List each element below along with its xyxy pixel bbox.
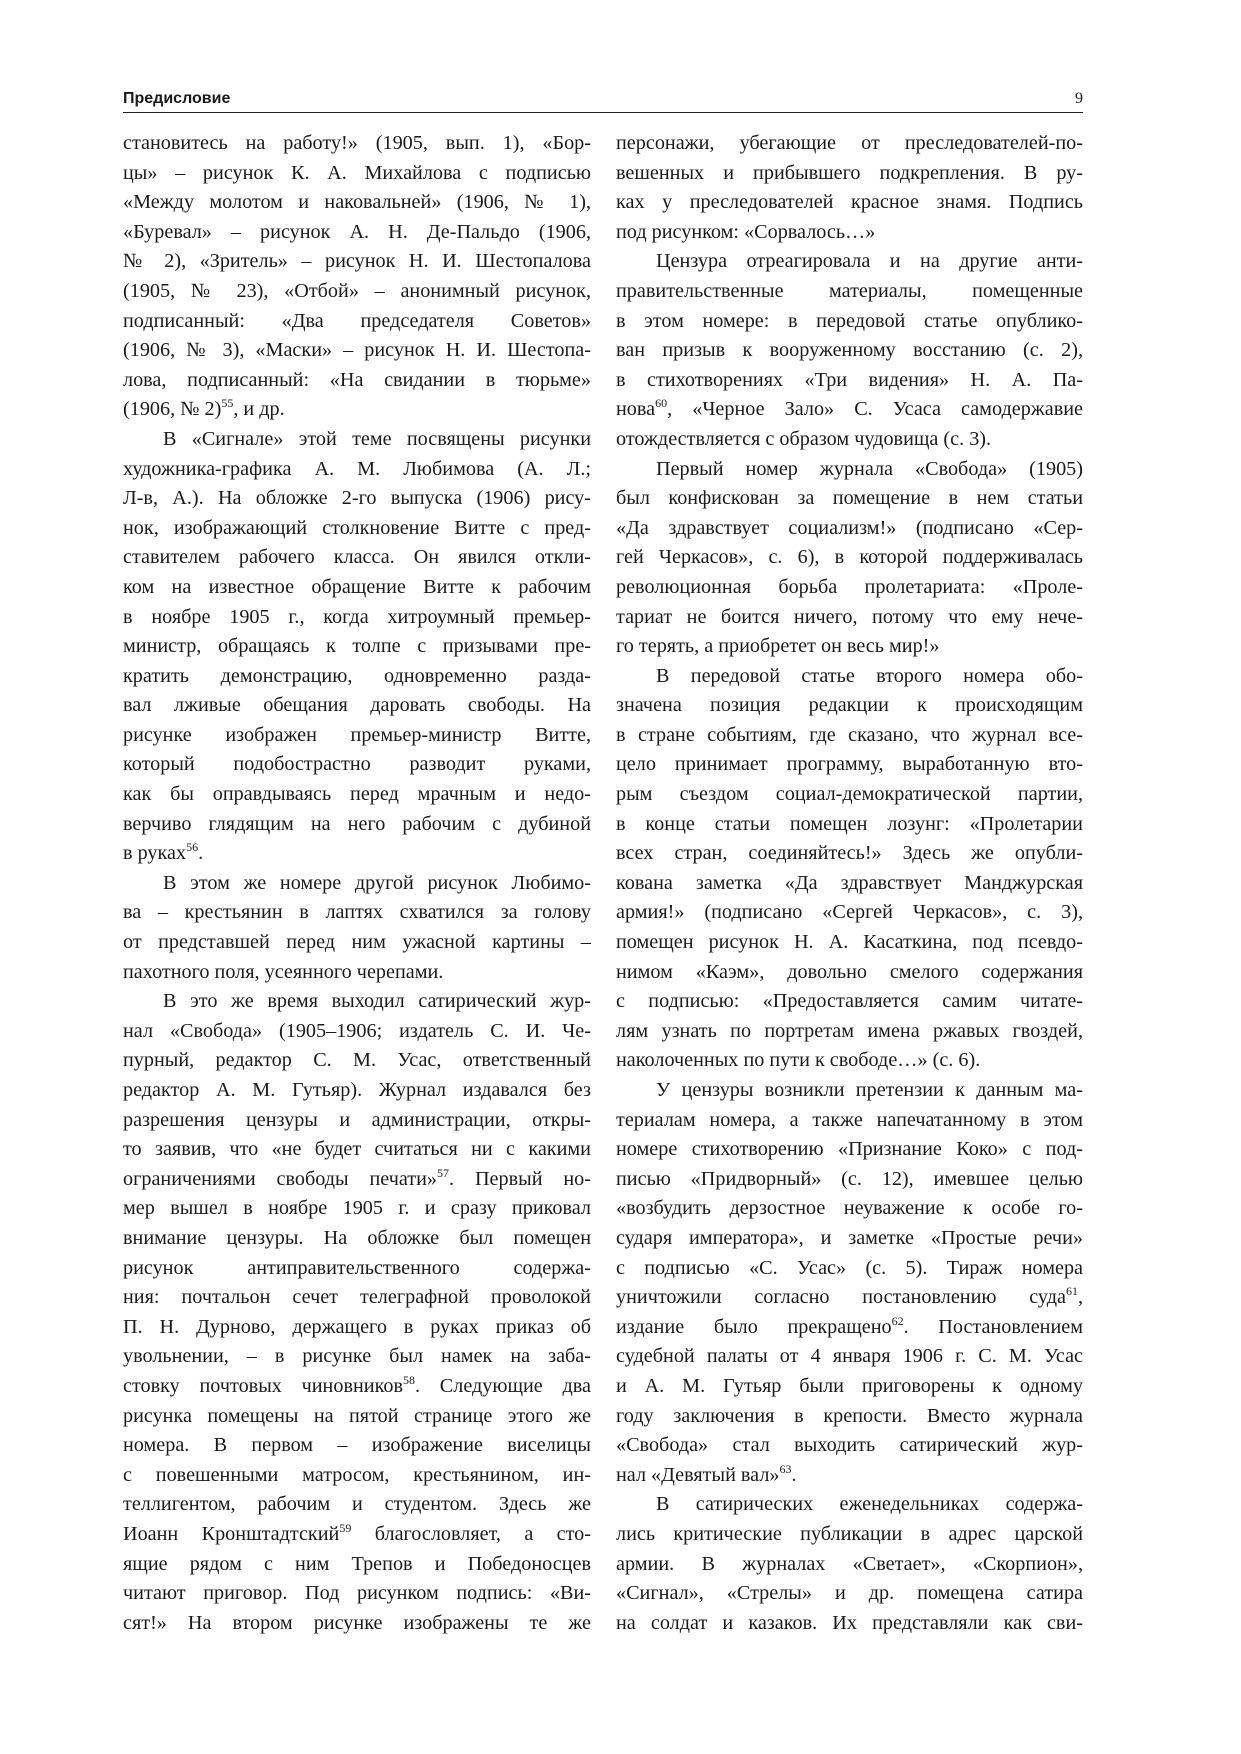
line-text: В «Сигнале» этой теме посвящены рисунки xyxy=(163,427,591,450)
text-line xyxy=(616,810,1083,840)
line-text: нал «Девятый вал» xyxy=(616,1463,780,1486)
line-text-after: . Следующие два xyxy=(415,1374,591,1397)
text-line xyxy=(616,1490,1083,1520)
line-text: нок, изображающий столкновение Витте с пред- xyxy=(123,516,591,539)
line-text: ва – крестьянин в лаптях схватился за голову xyxy=(123,901,591,924)
text-line xyxy=(616,455,1083,485)
line-text: Иоанн Кронштадтский xyxy=(123,1522,340,1545)
line-text: лям узнать по портретам имена ржавых гвоздей, xyxy=(616,1019,1083,1042)
footnote-ref: 59 xyxy=(339,1520,352,1535)
line-text: министр, обращаясь к толпе с призывами пре- xyxy=(123,635,591,658)
text-line xyxy=(616,277,1083,307)
text-line xyxy=(616,869,1083,899)
line-text: армия!» (подписано «Сергей Черкасов», с. 3), xyxy=(616,901,1083,924)
text-line xyxy=(616,721,1083,751)
line-text: «Да здравствует социализм!» (подписано «Сер- xyxy=(616,516,1083,539)
text-line xyxy=(616,1342,1083,1372)
line-text-after: . Первый но- xyxy=(449,1167,591,1190)
line-text: увольнении, – в рисунке был намек на заба- xyxy=(123,1345,591,1368)
text-line xyxy=(616,366,1083,396)
line-text: сят!» На втором рисунке изображены те же xyxy=(123,1611,591,1634)
running-header xyxy=(123,88,1083,113)
line-text: нова xyxy=(616,398,656,421)
text-line xyxy=(123,1135,591,1165)
line-text: гей Черкасов», с. 6), в которой поддерживалась xyxy=(616,546,1083,569)
line-text: В передовой статье второго номера обо- xyxy=(656,664,1083,687)
line-text: номера. В первом – изображение виселицы xyxy=(123,1434,591,1457)
text-line xyxy=(616,159,1083,189)
text-line xyxy=(123,958,591,988)
line-text: Цензура отреагировала и на другие анти- xyxy=(656,250,1083,273)
text-line xyxy=(616,1372,1083,1402)
text-line xyxy=(123,691,591,721)
text-line xyxy=(616,839,1083,869)
text-line xyxy=(616,543,1083,573)
line-text: вешенных и прибывшего подкрепления. В ру- xyxy=(616,161,1083,184)
line-text: который подобострастно разводит руками, xyxy=(123,753,591,776)
text-line xyxy=(616,425,1083,455)
line-text: издание было прекращено xyxy=(616,1315,892,1338)
text-line xyxy=(123,1342,591,1372)
line-text: нал «Свобода» (1905–1906; издатель С. И. Че- xyxy=(123,1019,591,1042)
text-line xyxy=(123,1017,591,1047)
text-line xyxy=(123,1106,591,1136)
line-text-after: . Постановлением xyxy=(903,1315,1083,1338)
text-line xyxy=(616,1609,1083,1639)
text-line xyxy=(123,810,591,840)
line-text: как бы оправдываясь перед мрачным и недо- xyxy=(123,783,591,806)
line-text: в руках xyxy=(123,842,187,865)
line-text: кована заметка «Да здравствует Манджурская xyxy=(616,871,1083,894)
text-line xyxy=(123,307,591,337)
line-text: значена позиция редакции к происходящим xyxy=(616,694,1083,717)
text-line xyxy=(616,1135,1083,1165)
footnote-ref: 61 xyxy=(1065,1284,1078,1299)
text-line xyxy=(123,780,591,810)
text-line xyxy=(123,336,591,366)
line-text: (1905, № 23), «Отбой» – анонимный рисунок, xyxy=(123,279,591,302)
section-title: Предисловие xyxy=(123,90,231,107)
text-line xyxy=(123,898,591,928)
text-line xyxy=(616,1017,1083,1047)
text-line xyxy=(123,1313,591,1343)
line-text: под рисунком: «Сорвалось…» xyxy=(616,220,876,243)
text-line xyxy=(123,395,591,425)
text-line xyxy=(123,1254,591,1284)
line-text-after: , и др. xyxy=(233,398,285,421)
line-text: правительственные материалы, помещенные xyxy=(616,279,1083,302)
line-text: ния: почтальон сечет телеграфной проволокой xyxy=(123,1286,591,1309)
line-text: и А. М. Гутьяр были приговорены к одному xyxy=(616,1374,1083,1397)
line-text: В сатирических еженедельниках содержа- xyxy=(656,1493,1083,1516)
text-line xyxy=(123,129,591,159)
line-text: го терять, а приобретет он весь мир!» xyxy=(616,635,940,658)
text-line xyxy=(123,218,591,248)
text-line xyxy=(123,632,591,662)
line-text: цы» – рисунок К. А. Михайлова с подписью xyxy=(123,161,591,184)
line-text: помещен рисунок Н. А. Касаткина, под псевдо- xyxy=(616,931,1083,954)
text-line xyxy=(616,395,1083,425)
line-text: «Между молотом и наковальней» (1906, № 1), xyxy=(123,191,591,214)
text-line xyxy=(123,662,591,692)
right-column xyxy=(616,129,1083,1638)
line-text: наколоченных по пути к свободе…» (с. 6). xyxy=(616,1049,981,1072)
text-line xyxy=(123,1283,591,1313)
text-line xyxy=(616,1106,1083,1136)
text-line xyxy=(616,632,1083,662)
line-text: писью «Придворный» (с. 12), имевшее целью xyxy=(616,1167,1083,1190)
line-text: «Буревал» – рисунок А. Н. Де-Пальдо (1906, xyxy=(123,220,591,243)
text-line xyxy=(616,336,1083,366)
text-line xyxy=(123,277,591,307)
line-text-after: . xyxy=(791,1463,797,1486)
line-text: читают приговор. Под рисунком подпись: «Ви- xyxy=(123,1582,591,1605)
line-text: лова, подписанный: «На свидании в тюрьме» xyxy=(123,368,591,391)
line-text: с подписью «С. Усас» (с. 5). Тираж номера xyxy=(616,1256,1083,1279)
footnote-ref: 56 xyxy=(186,840,199,855)
line-text: художника-графика А. М. Любимова (А. Л.; xyxy=(123,457,591,480)
line-text: рым съездом социал-демократической партии, xyxy=(616,783,1083,806)
line-text: в стихотворениях «Три видения» Н. А. Па- xyxy=(616,368,1083,391)
line-text: всех стран, соединяйтесь!» Здесь же опубли- xyxy=(616,842,1083,865)
page-number: 9 xyxy=(1075,90,1083,107)
text-line xyxy=(123,455,591,485)
text-line xyxy=(616,1283,1083,1313)
text-line xyxy=(123,1490,591,1520)
line-text: пурный, редактор С. М. Усас, ответственный xyxy=(123,1049,591,1072)
text-line xyxy=(616,1550,1083,1580)
line-text: отождествляется с образом чудовища (с. 3). xyxy=(616,427,992,450)
line-text: на солдат и казаков. Их представляли как сви- xyxy=(616,1611,1083,1634)
text-line xyxy=(123,1520,591,1550)
text-line xyxy=(123,1579,591,1609)
text-line xyxy=(123,159,591,189)
line-text: лись критические публикации в адрес царской xyxy=(616,1522,1083,1545)
text-line xyxy=(616,958,1083,988)
line-text: нимом «Каэм», довольно смелого содержания xyxy=(616,960,1083,983)
line-text: ках у преследователей красное знамя. Подпись xyxy=(616,191,1083,214)
line-text: ящие рядом с ним Трепов и Победоносцев xyxy=(123,1552,591,1575)
text-line xyxy=(616,307,1083,337)
text-line xyxy=(123,1076,591,1106)
line-text: с подписью: «Предоставляется самим читате- xyxy=(616,990,1083,1013)
text-line xyxy=(616,987,1083,1017)
line-text: «возбудить дерзостное неуважение к особе го- xyxy=(616,1197,1083,1220)
text-line xyxy=(123,1609,591,1639)
text-line xyxy=(123,750,591,780)
line-text: сударя императора», и заметке «Простые речи» xyxy=(616,1226,1083,1249)
text-line xyxy=(616,691,1083,721)
text-line xyxy=(616,662,1083,692)
text-line xyxy=(123,573,591,603)
text-line xyxy=(123,1402,591,1432)
line-text: редактор А. М. Гутьяр). Журнал издавался без xyxy=(123,1079,591,1101)
text-line xyxy=(123,603,591,633)
line-text: «Свобода» стал выходить сатирический жур- xyxy=(616,1434,1083,1457)
line-text: ком на известное обращение Витте к рабочим xyxy=(123,575,591,598)
line-text: тариат не боится ничего, потому что ему нече- xyxy=(616,605,1083,628)
line-text: вал лживые обещания даровать свободы. На xyxy=(123,694,591,717)
text-line xyxy=(123,928,591,958)
text-line xyxy=(616,129,1083,159)
line-text: кратить демонстрацию, одновременно разда- xyxy=(123,664,591,687)
text-line xyxy=(123,869,591,899)
footnote-ref: 55 xyxy=(221,396,234,411)
text-line xyxy=(123,543,591,573)
text-line xyxy=(123,987,591,1017)
text-line xyxy=(616,780,1083,810)
text-line xyxy=(616,1046,1083,1076)
line-text: революционная борьба пролетариата: «Проле- xyxy=(616,575,1083,598)
line-text: рисунок антиправительственного содержа- xyxy=(123,1256,591,1279)
line-text: В это же время выходил сатирический жур- xyxy=(163,990,591,1013)
line-text: номере стихотворению «Признание Коко» с под- xyxy=(616,1138,1083,1161)
line-text: был конфискован за помещение в нем статьи xyxy=(616,487,1083,510)
text-line xyxy=(123,247,591,277)
footnote-ref: 58 xyxy=(403,1372,415,1387)
text-line xyxy=(616,514,1083,544)
footnote-ref: 60 xyxy=(655,396,668,411)
text-line xyxy=(616,1461,1083,1491)
line-text: судебной палаты от 4 января 1906 г. С. М. Усас xyxy=(616,1345,1083,1368)
text-line xyxy=(123,1224,591,1254)
text-line xyxy=(123,484,591,514)
line-text: армии. В журналах «Светает», «Скорпион», xyxy=(616,1552,1083,1575)
line-text: становитесь на работу!» (1905, вып. 1), «Бор- xyxy=(123,132,591,154)
text-line xyxy=(616,247,1083,277)
line-text: териалам номера, а также напечатанному в этом xyxy=(616,1108,1083,1131)
line-text: году заключения в крепости. Вместо журнала xyxy=(616,1404,1083,1427)
text-line xyxy=(616,1224,1083,1254)
line-text: П. Н. Дурново, держащего в руках приказ об xyxy=(123,1315,591,1338)
text-line xyxy=(616,1431,1083,1461)
text-line xyxy=(616,218,1083,248)
line-text: рисунка помещены на пятой странице этого же xyxy=(123,1404,591,1427)
line-text: от представшей перед ним ужасной картины – xyxy=(123,931,591,954)
text-line xyxy=(616,573,1083,603)
text-line xyxy=(123,188,591,218)
text-line xyxy=(616,1520,1083,1550)
footnote-ref: 63 xyxy=(779,1461,792,1476)
line-text: теллигентом, рабочим и студентом. Здесь же xyxy=(123,1493,591,1516)
line-text: персонажи, убегающие от преследователей-по- xyxy=(616,132,1083,154)
line-text: стовку почтовых чиновников xyxy=(123,1374,403,1397)
text-line xyxy=(616,484,1083,514)
text-line xyxy=(616,1165,1083,1195)
line-text: У цензуры возникли претензии к данным ма- xyxy=(656,1079,1083,1101)
text-line xyxy=(616,1194,1083,1224)
line-text: Первый номер журнала «Свобода» (1905) xyxy=(656,457,1083,480)
line-text: ставителем рабочего класса. Он явился откли- xyxy=(123,546,591,569)
text-line xyxy=(123,1165,591,1195)
line-text: (1906, № 2) xyxy=(123,398,222,421)
text-line xyxy=(123,721,591,751)
line-text: подписанный: «Два председателя Советов» xyxy=(123,309,591,332)
line-text: (1906, № 3), «Маски» – рисунок Н. И. Шестопа- xyxy=(123,339,591,362)
text-line xyxy=(616,603,1083,633)
line-text-after: , «Черное Зало» С. Усаса самодержавие xyxy=(667,398,1083,421)
text-line xyxy=(616,750,1083,780)
line-text: верчиво глядящим на него рабочим с дубиной xyxy=(123,812,591,835)
left-column xyxy=(123,129,591,1638)
line-text: ван призыв к вооруженному восстанию (с. 2), xyxy=(616,339,1083,362)
text-line xyxy=(616,1579,1083,1609)
line-text: разрешения цензуры и администрации, откры- xyxy=(123,1108,591,1131)
text-line xyxy=(616,928,1083,958)
line-text-after: . xyxy=(198,842,204,865)
line-text: то заявив, что «не будет считаться ни с какими xyxy=(123,1138,591,1161)
line-text: мер вышел в ноябре 1905 г. и сразу приковал xyxy=(123,1197,591,1220)
line-text: в конце статьи помещен лозунг: «Пролетарии xyxy=(616,812,1083,835)
text-line xyxy=(616,1254,1083,1284)
line-text: уничтожили согласно постановлению суда xyxy=(616,1286,1066,1309)
line-text: ограничениями свободы печати» xyxy=(123,1167,438,1190)
text-line xyxy=(616,1402,1083,1432)
text-line xyxy=(123,1372,591,1402)
text-line xyxy=(616,188,1083,218)
text-line xyxy=(123,514,591,544)
text-line xyxy=(123,839,591,869)
text-line xyxy=(616,1313,1083,1343)
line-text: Л-в, А.). На обложке 2-го выпуска (1906) рису- xyxy=(123,487,591,510)
line-text: В этом же номере другой рисунок Любимо- xyxy=(163,871,591,894)
text-line xyxy=(123,1461,591,1491)
line-text: в этом номере: в передовой статье опублико- xyxy=(616,309,1083,332)
line-text: цело принимает программу, выработанную вто- xyxy=(616,753,1083,776)
line-text: в стране событиям, где сказано, что журнал все- xyxy=(616,723,1083,746)
footnote-ref: 57 xyxy=(437,1165,450,1180)
line-text: в ноябре 1905 г., когда хитроумный премьер- xyxy=(123,605,591,628)
line-text: с повешенными матросом, крестьянином, ин- xyxy=(123,1463,591,1486)
text-line xyxy=(123,425,591,455)
line-text: «Сигнал», «Стрелы» и др. помещена сатира xyxy=(616,1582,1083,1605)
text-line xyxy=(123,1046,591,1076)
line-text-after: , xyxy=(1077,1286,1083,1309)
line-text-after: благословляет, а сто- xyxy=(351,1522,591,1545)
line-text: пахотного поля, усеянного черепами. xyxy=(123,960,444,983)
text-line xyxy=(123,1194,591,1224)
text-line xyxy=(123,1550,591,1580)
line-text: внимание цензуры. На обложке был помещен xyxy=(123,1226,591,1249)
text-line xyxy=(616,898,1083,928)
line-text: № 2), «Зритель» – рисунок Н. И. Шестопалова xyxy=(123,250,591,273)
line-text: рисунке изображен премьер-министр Витте, xyxy=(123,723,591,746)
text-line xyxy=(123,366,591,396)
footnote-ref: 62 xyxy=(891,1313,904,1328)
text-line xyxy=(123,1431,591,1461)
text-line xyxy=(616,1076,1083,1106)
